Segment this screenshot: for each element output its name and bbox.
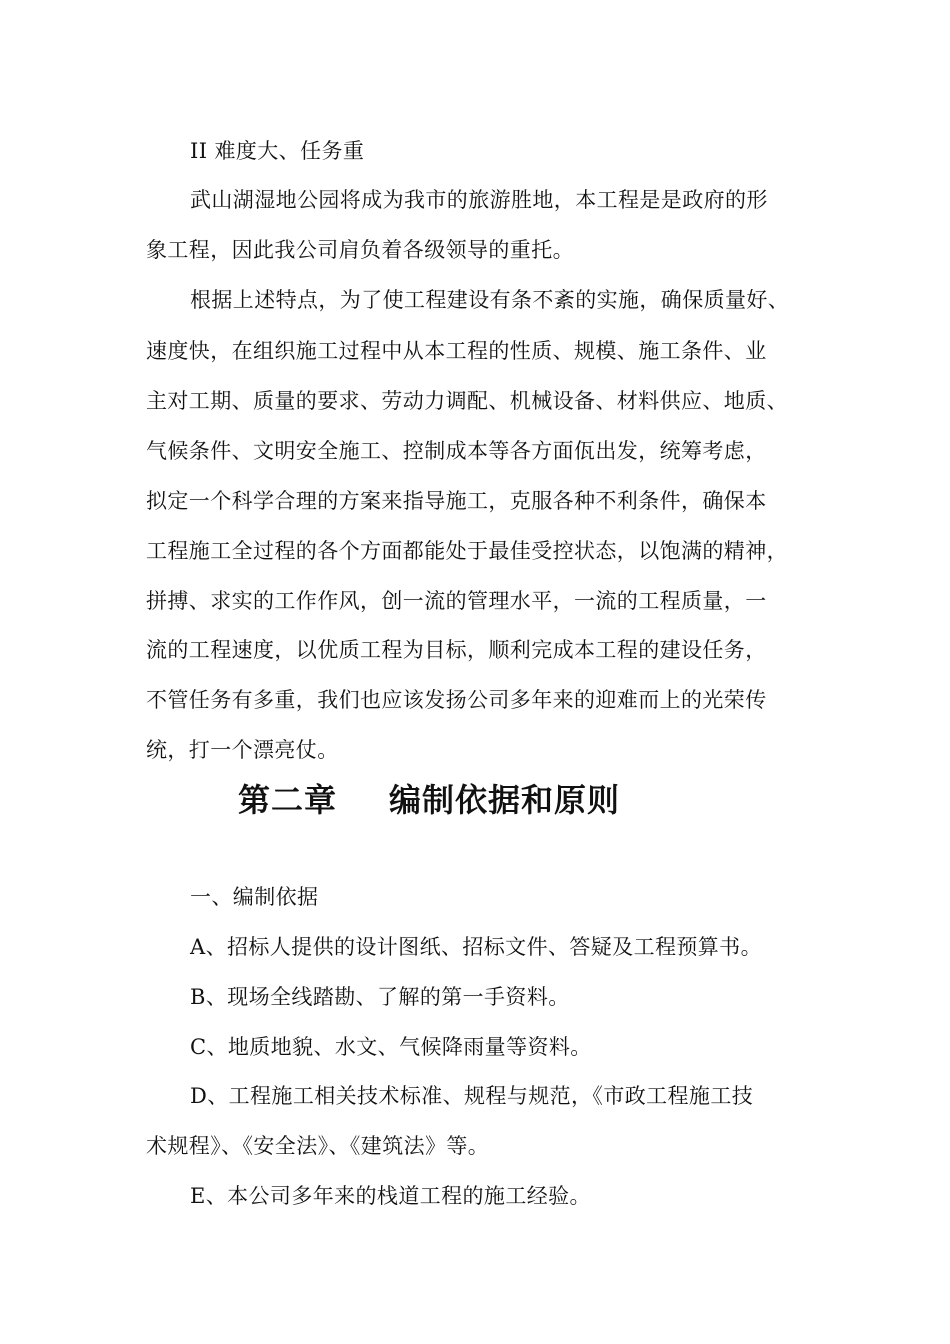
subsection-heading: 一、编制依据: [190, 885, 319, 909]
chapter-number: 第二章: [238, 781, 338, 819]
paragraph-line: 速度快，在组织施工过程中从本工程的性质、规模、施工条件、业: [146, 339, 767, 363]
paragraph-line: 主对工期、质量的要求、劳动力调配、机械设备、材料供应、地质、: [146, 389, 788, 413]
paragraph-line: 象工程，因此我公司肩负着各级领导的重托。: [146, 238, 574, 262]
paragraph-line: 气候条件、文明安全施工、控制成本等各方面佤出发，统筹考虑，: [146, 439, 767, 463]
paragraph-line: 根据上述特点，为了使工程建设有条不紊的实施，确保质量好、: [190, 288, 790, 312]
paragraph-line: 拼搏、求实的工作作风，创一流的管理水平，一流的工程质量，一: [146, 589, 767, 613]
paragraph-line: 拟定一个科学合理的方案来指导施工，克服各种不利条件，确保本: [146, 489, 767, 513]
chapter-heading: [238, 781, 620, 819]
section-title: II 难度大、任务重: [190, 139, 365, 163]
paragraph-line: 武山湖湿地公园将成为我市的旅游胜地，本工程是是政府的形: [190, 188, 768, 212]
list-item: B、现场全线踏勘、了解的第一手资料。: [190, 985, 570, 1009]
list-item: D、工程施工相关技术标准、规程与规范，《市政工程施工技: [190, 1084, 754, 1108]
paragraph-line: 不管任务有多重，我们也应该发扬公司多年来的迎难而上的光荣传: [146, 688, 767, 712]
list-item-continuation: 术规程》、《安全法》、《建筑法》等。: [146, 1134, 490, 1158]
paragraph-line: 工程施工全过程的各个方面都能处于最佳受控状态，以饱满的精神，: [146, 539, 788, 563]
list-item: C、地质地貌、水文、气候降雨量等资料。: [190, 1035, 592, 1059]
list-item: A、招标人提供的设计图纸、招标文件、答疑及工程预算书。: [190, 935, 762, 959]
paragraph-line: 统，打一个漂亮仗。: [146, 738, 339, 762]
paragraph-line: 流的工程速度，以优质工程为目标，顺利完成本工程的建设任务，: [146, 638, 767, 662]
chapter-title: 编制依据和原则: [389, 781, 621, 819]
list-item: E、本公司多年来的栈道工程的施工经验。: [190, 1184, 591, 1208]
